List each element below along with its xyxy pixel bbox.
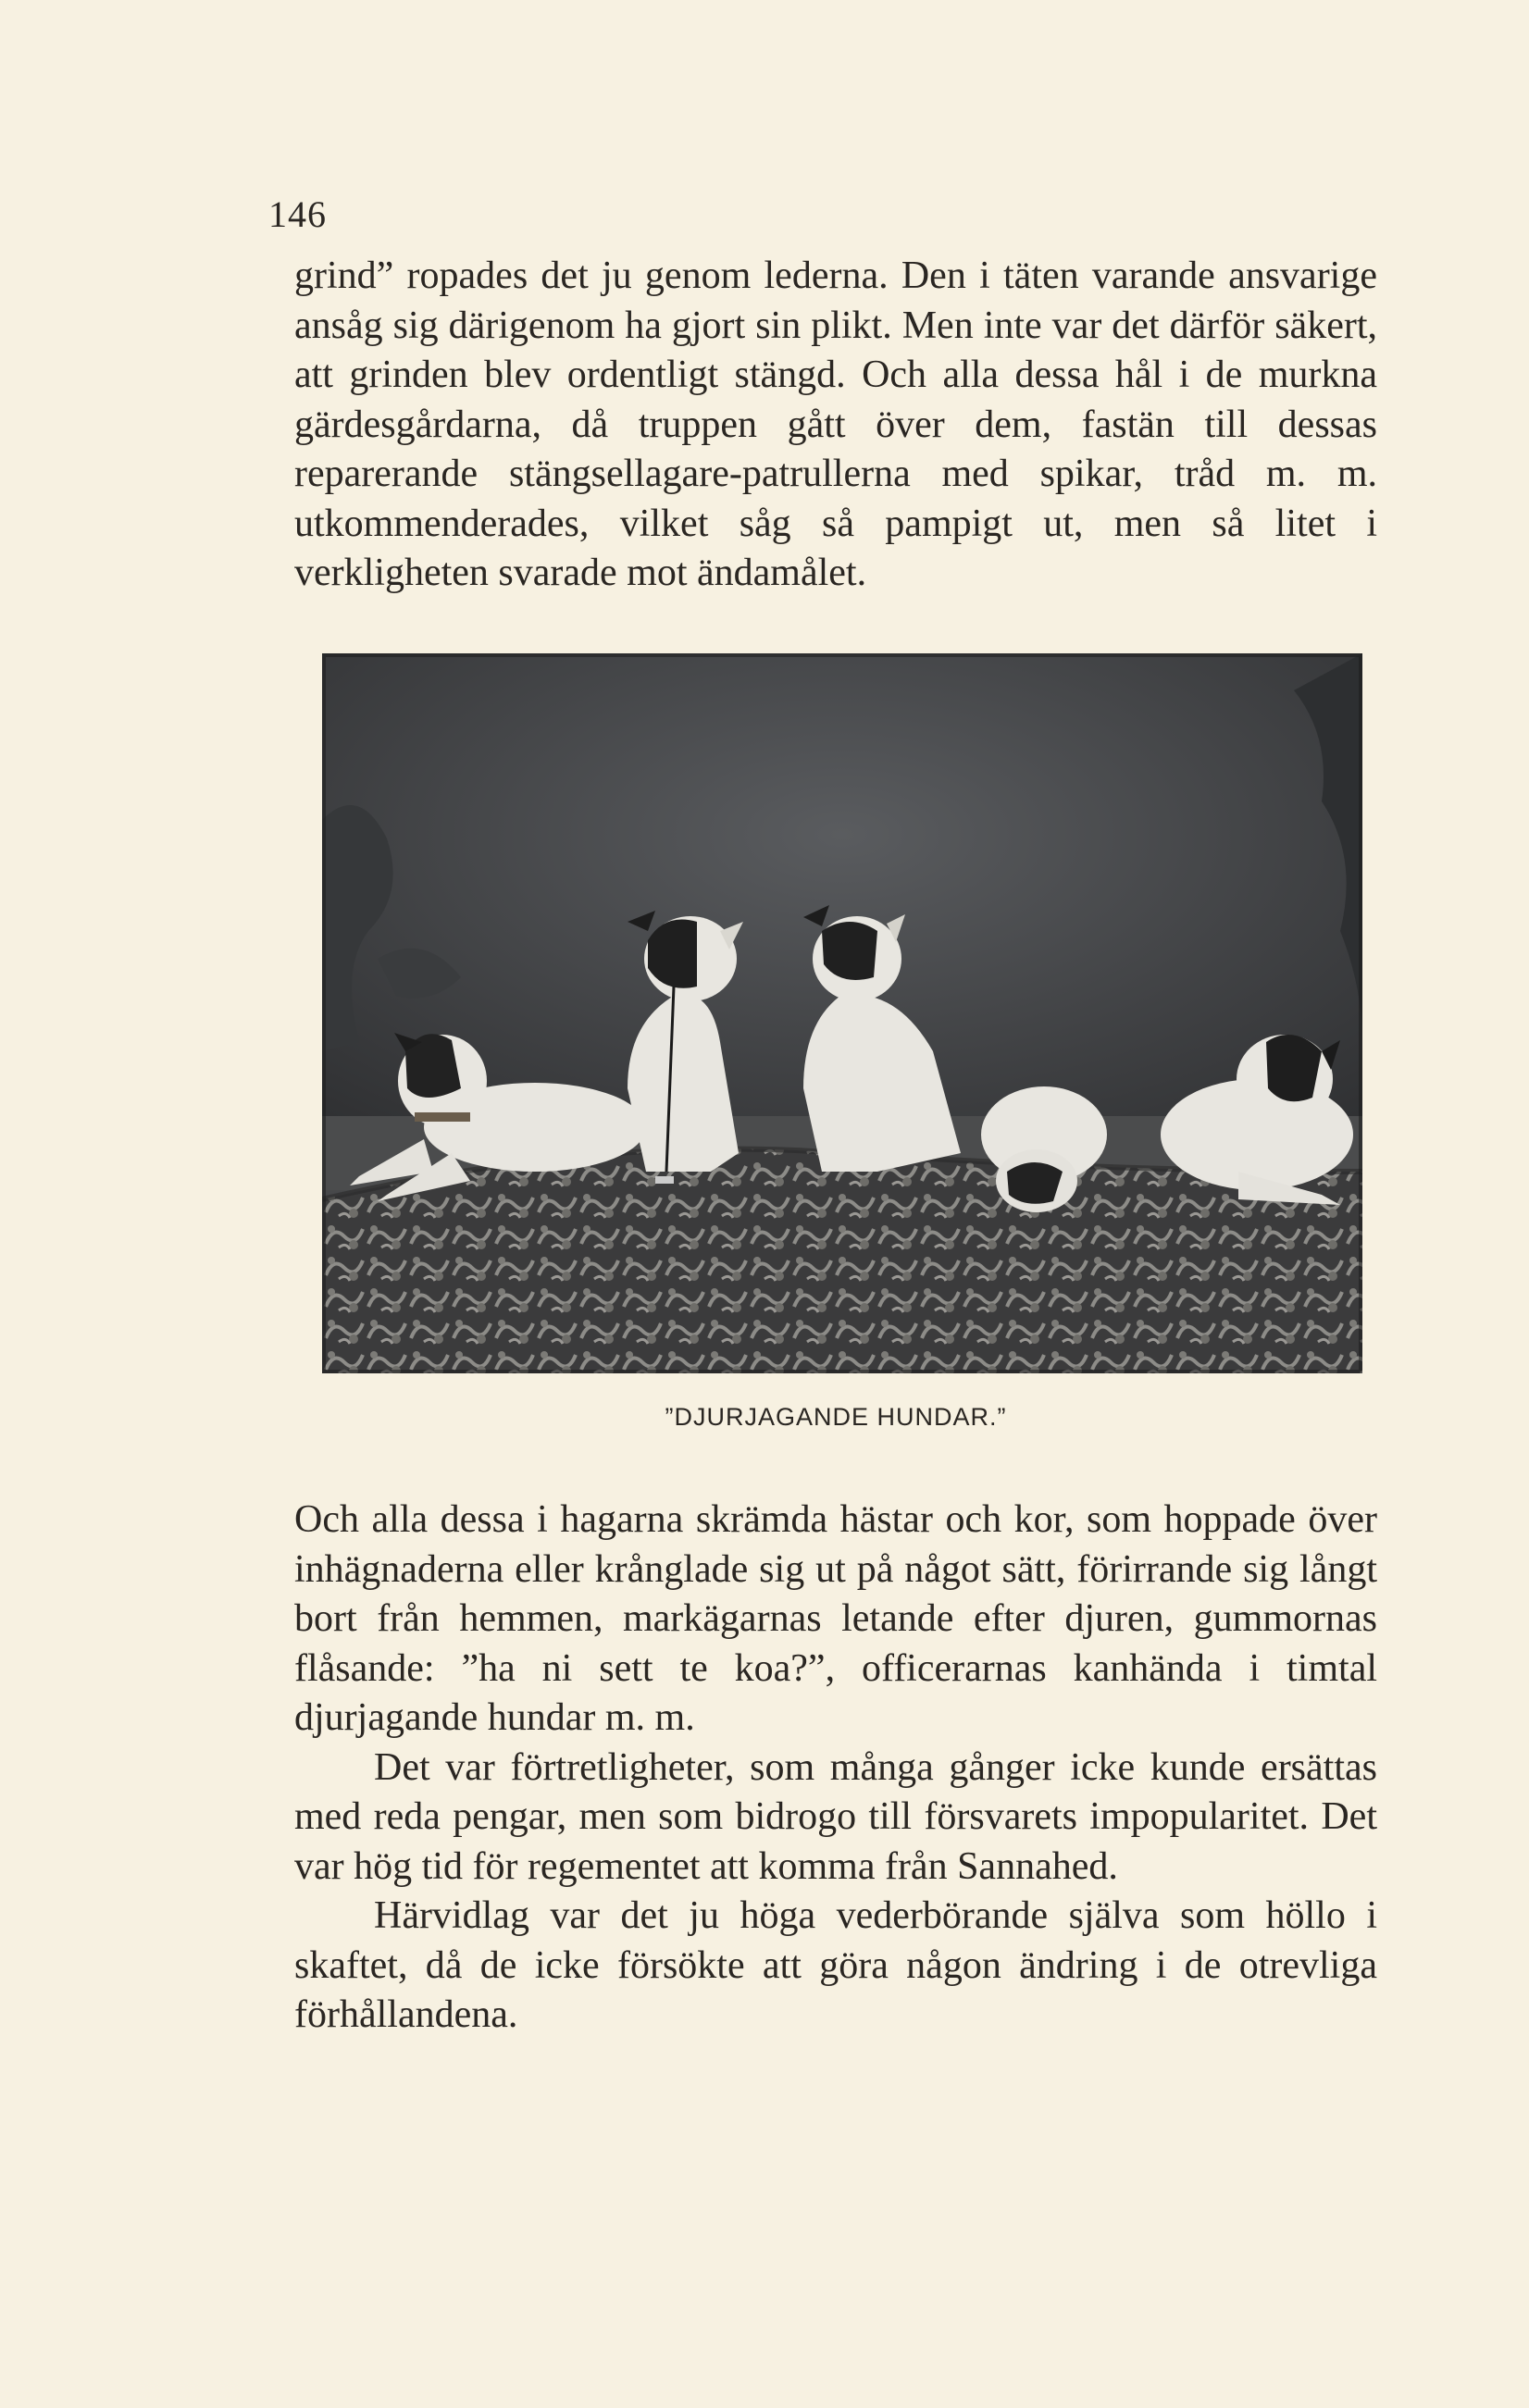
text-block-top xyxy=(294,252,1377,599)
paragraph: Härvidlag var det ju höga vederbörande själva som höllo i skaftet, då de icke försökte att göra någon ändring i de otrevliga förhållandena. xyxy=(294,1894,1377,2036)
paragraph: Och alla dessa i hagarna skrämda hästar och kor, som hoppade över inhägnaderna eller krånglade sig ut på något sätt, förirrande sig långt bort från hemmen, markägarnas letande efter djuren, gummornas flåsande: ”ha ni sett te koa?”, officerarnas kanhända i timtal djurjagande hundar m. m. xyxy=(294,1498,1377,1739)
photo-caption: ”DJURJAGANDE HUNDAR.” xyxy=(665,1403,1007,1431)
page-number: 146 xyxy=(268,193,327,235)
text-block-bottom xyxy=(294,1496,1377,2041)
photograph-dogs xyxy=(322,653,1362,1373)
paragraph: grind” ropades det ju genom lederna. Den i täten varande ansvarige ansåg sig därigenom ha gjort sin plikt. Men inte var det därför säkert, att grinden blev ordentligt stängd. Och alla dessa hål i de murkna gärdesgårdarna, då truppen gått över dem, fastän till dessas reparerande stängsellagare-patrullerna med spikar, tråd m. m. utkommenderades, vilket såg så pampigt ut, men så litet i verkligheten svarade mot ändamålet. xyxy=(294,254,1377,594)
paragraph: Det var förtretligheter, som många gånger icke kunde ersättas med reda pengar, men som bidrogo till försvarets impopularitet. Det var hög tid för regementet att komma från Sannahed. xyxy=(294,1745,1377,1888)
